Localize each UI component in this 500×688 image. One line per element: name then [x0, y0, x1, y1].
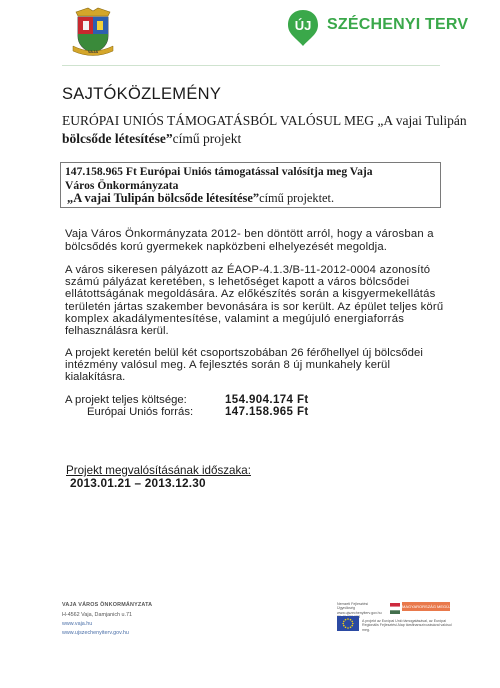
highlight-line-1: 147.158.965 Ft Európai Uniós támogatással valósítja meg Vaja: [65, 165, 373, 178]
header-divider: [62, 65, 440, 66]
paragraph-3-line: A projekt keretén belül két csoportszobában 26 férőhellyel új bölcsődei: [65, 347, 423, 359]
paragraph-2-line: komplex akadálymentesítése, valamint a megújuló energiaforrás: [65, 313, 405, 325]
paragraph-1-line: Vaja Város Önkormányzata 2012- ben döntött arról, hogy a városban a: [65, 228, 434, 240]
footer-address: H-4562 Vaja, Damjanich u.71: [62, 612, 133, 618]
highlight-suffix: című projektet.: [259, 191, 335, 205]
svg-text:VAJA: VAJA: [87, 49, 99, 54]
highlight-line-2: Város Önkormányzata: [65, 179, 179, 192]
subtitle-line-2: [62, 131, 241, 147]
nfu-agency-text: Nemzeti Fejlesztési Ügynökség www.ujszechenyiterv.gov.hu: [337, 602, 382, 615]
subtitle-project-name: bölcsőde létesítése”: [62, 131, 173, 146]
szechenyi-terv-logo-text: SZÉCHENYI TERV: [327, 16, 469, 33]
paragraph-3-line: intézmény valósul meg. A fejlesztés során 8 új munkahely kerül: [65, 359, 391, 371]
highlight-box: [60, 162, 441, 208]
highlight-project-name: „A vajai Tulipán bölcsőde létesítése”: [67, 191, 260, 205]
svg-text:ÚJ: ÚJ: [294, 18, 312, 33]
project-period-value: 2013.01.21 – 2013.12.30: [70, 476, 206, 490]
footer-organization: VAJA VÁROS ÖNKORMÁNYZATA: [62, 602, 153, 608]
footer-website-link[interactable]: www.ujszechenyiterv.gov.hu: [62, 630, 129, 636]
total-cost-value: 154.904.174 Ft: [225, 394, 309, 406]
total-cost-label: A projekt teljes költsége:: [65, 394, 187, 406]
subtitle-line-1: EURÓPAI UNIÓS TÁMOGATÁSBÓL VALÓSUL MEG „A vajai Tulipán: [62, 113, 467, 128]
paragraph-1-line: bölcsődés korú gyermekek napközbeni elhelyezését megoldja.: [65, 241, 388, 253]
footer-website-link[interactable]: www.vaja.hu: [62, 621, 93, 627]
eu-funding-value: 147.158.965 Ft: [225, 406, 309, 418]
vaja-coat-of-arms-logo: [70, 6, 116, 58]
paragraph-2-line: számú pályázat keretében, s lehetőséget kapott a város bölcsődei: [65, 276, 410, 288]
highlight-line-3: [67, 191, 334, 206]
eu-funding-label: Európai Uniós forrás:: [87, 406, 194, 418]
eu-flag-icon: [337, 616, 359, 631]
szechenyi-terv-logo-icon: [286, 8, 320, 48]
eu-funding-notice: A projekt az Európai Unió támogatásával, az Európai Regionális Fejlesztési Alap társfinanszírozásával valósul meg.: [362, 619, 452, 632]
magyarorszag-megujul-banner: MAGYARORSZÁG MEGÚJUL: [402, 604, 457, 609]
paragraph-2-line: területén jártas szakember bevonására is sor került. Az épület teljes körű: [65, 301, 444, 313]
paragraph-2-line: felhasználásra kerül.: [65, 325, 169, 337]
subtitle-suffix: című projekt: [172, 131, 242, 146]
paragraph-2-line: ellátottságának megoldására. Az előkészítés során a kisgyermekellátás: [65, 288, 436, 300]
page-title: SAJTÓKÖZLEMÉNY: [62, 85, 222, 103]
paragraph-2-line: A város sikeresen pályázott az ÉAOP-4.1.3/B-11-2012-0004 azonosító: [65, 264, 431, 276]
hungarian-flag-icon: [390, 601, 400, 612]
paragraph-3-line: kialakításra.: [65, 371, 126, 383]
project-period-label: Projekt megvalósításának időszaka:: [66, 464, 251, 477]
